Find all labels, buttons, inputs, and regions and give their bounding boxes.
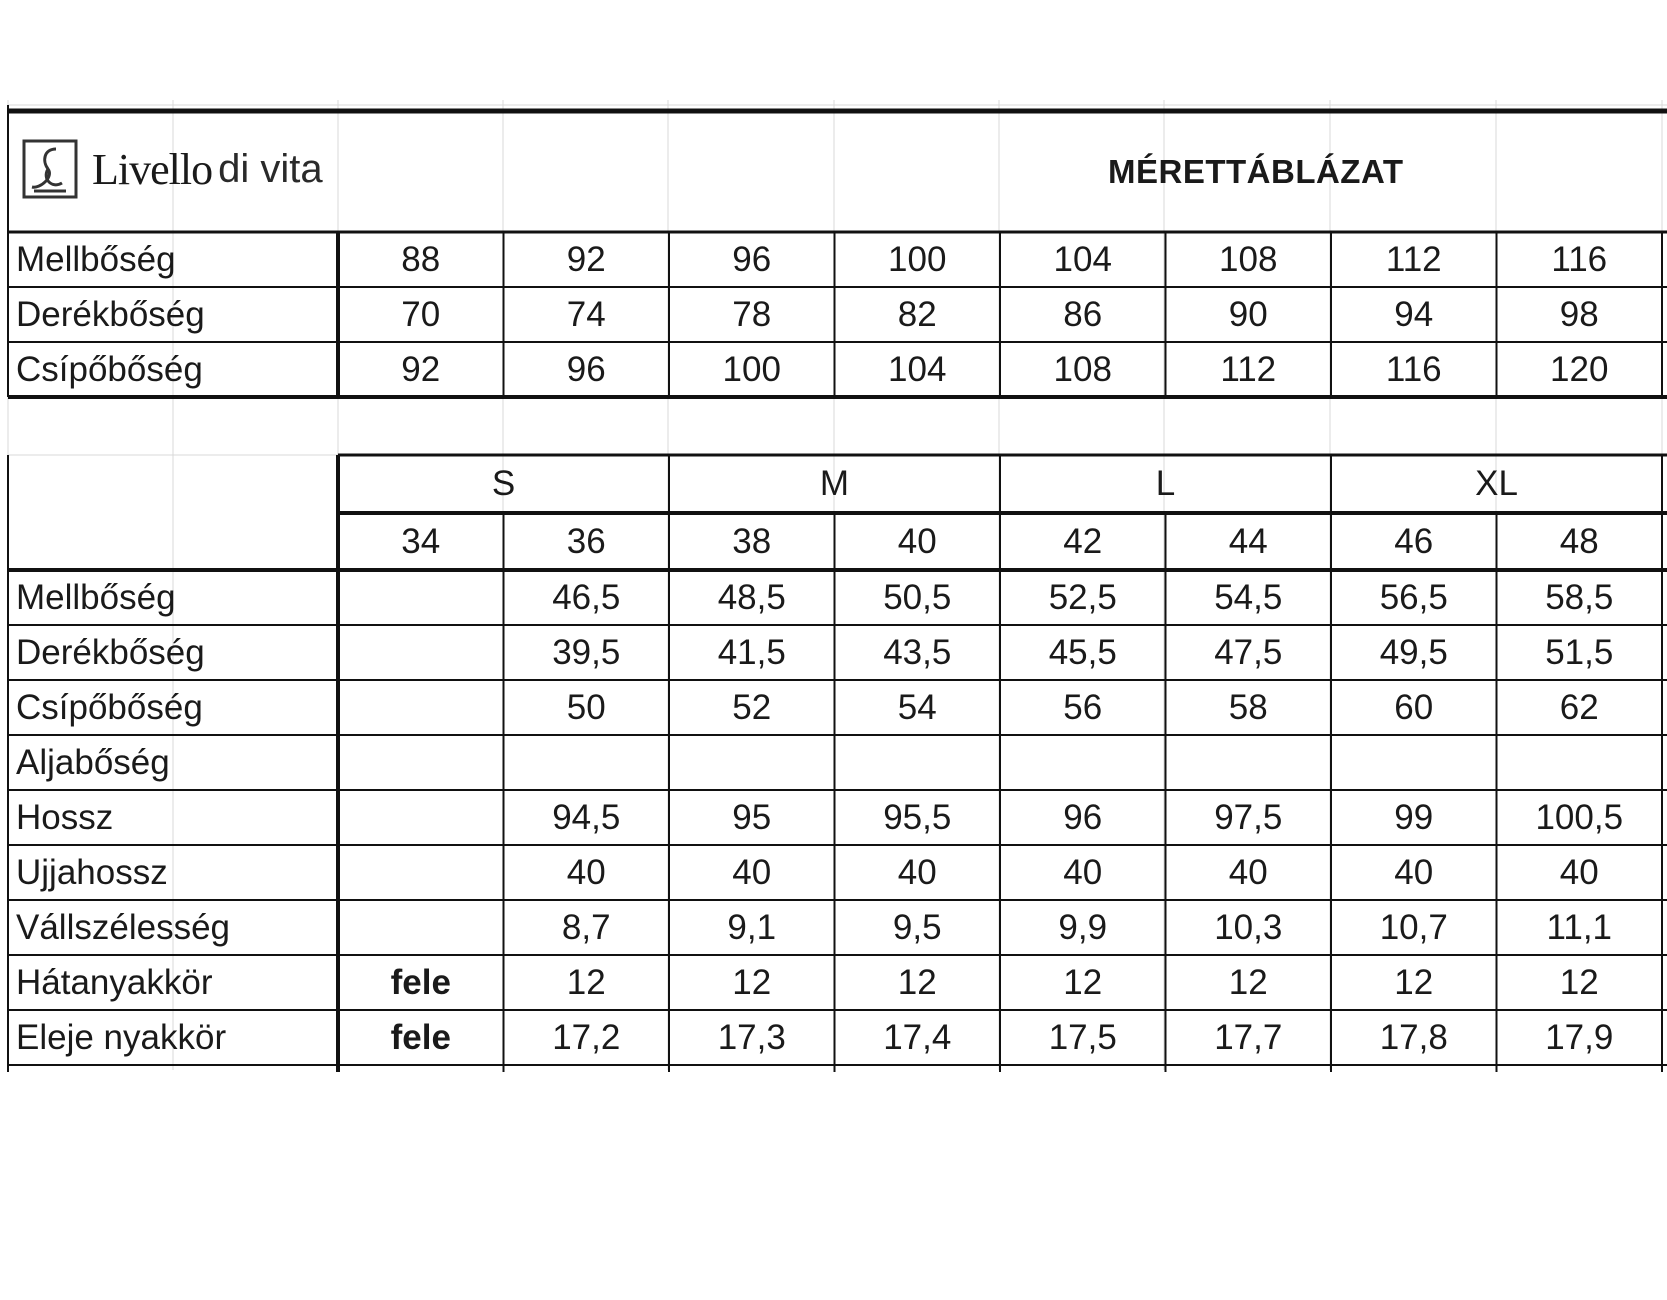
table-cell: 116 [1551, 239, 1608, 279]
table-cell: 8,7 [561, 907, 611, 947]
row-note [338, 625, 504, 680]
table-cell [504, 735, 670, 790]
table-cell: 52 [732, 687, 772, 727]
table-cell: 40 [1228, 852, 1268, 892]
table-cell: 47,5 [1214, 632, 1283, 672]
table-cell: 92 [401, 349, 441, 389]
table-cell: 51,5 [1545, 632, 1614, 672]
table-cell [669, 735, 835, 790]
table-cell: 9,5 [892, 907, 942, 947]
table-cell: 96 [566, 349, 606, 389]
table-cell: 12 [1394, 962, 1434, 1002]
table-cell: 41,5 [717, 632, 786, 672]
size-header: 34 [401, 521, 441, 561]
size-header: 44 [1228, 521, 1268, 561]
table-cell: 95,5 [883, 797, 952, 837]
table-cell: 40 [1394, 852, 1434, 892]
size-header: 36 [566, 521, 606, 561]
size-header: 40 [897, 521, 937, 561]
table-cell: 56 [1063, 687, 1103, 727]
row-label: Derékbőség [16, 294, 205, 334]
table-cell: 17,9 [1545, 1017, 1614, 1057]
row-label: Csípőbőség [16, 349, 203, 389]
row-label: Mellbőség [16, 239, 176, 279]
table-cell: 96 [732, 239, 772, 279]
row-label: Vállszélesség [16, 907, 230, 947]
table-cell [1497, 735, 1663, 790]
table-cell: 97,5 [1214, 797, 1283, 837]
table-cell: 17,8 [1379, 1017, 1448, 1057]
table-cell: 12 [897, 962, 937, 1002]
table-cell: 74 [566, 294, 606, 334]
table-cell: 112 [1385, 239, 1442, 279]
table-cell: 116 [1385, 349, 1442, 389]
table-cell: 9,9 [1058, 907, 1108, 947]
size-header: 46 [1394, 521, 1434, 561]
table-cell: 17,4 [883, 1017, 952, 1057]
table-cell: 10,7 [1379, 907, 1448, 947]
row-note: fele [390, 962, 451, 1002]
logo-monogram-icon [22, 139, 78, 199]
table-cell: 58,5 [1545, 577, 1614, 617]
table-cell: 12 [732, 962, 772, 1002]
brand-logo [22, 137, 323, 201]
row-label: Csípőbőség [16, 687, 203, 727]
row-note: fele [390, 1017, 451, 1057]
table-cell: 50 [566, 687, 606, 727]
table-cell: 39,5 [552, 632, 621, 672]
row-note [338, 680, 504, 735]
table-cell: 12 [1559, 962, 1599, 1002]
table-cell: 82 [897, 294, 937, 334]
table-cell: 17,2 [552, 1017, 621, 1057]
table-cell: 108 [1219, 239, 1278, 279]
table-cell: 104 [1053, 239, 1112, 279]
table-cell: 40 [566, 852, 606, 892]
row-label: Mellbőség [16, 577, 176, 617]
table-cell: 11,1 [1546, 907, 1613, 947]
table-cell: 98 [1559, 294, 1599, 334]
table-cell: 94 [1394, 294, 1434, 334]
row-label: Hátanyakkör [16, 962, 213, 1002]
table-cell: 95 [732, 797, 772, 837]
size-header: 48 [1559, 521, 1599, 561]
table-cell: 96 [1063, 797, 1103, 837]
table-cell: 100,5 [1535, 797, 1624, 837]
table-cell: 52,5 [1048, 577, 1117, 617]
size-header: 38 [732, 521, 772, 561]
table-cell: 17,7 [1214, 1017, 1283, 1057]
table-cell [1000, 735, 1166, 790]
table-cell: 9,1 [727, 907, 777, 947]
page-title: MÉRETTÁBLÁZAT [1108, 153, 1404, 190]
table-cell: 78 [732, 294, 772, 334]
row-note [338, 735, 504, 790]
table-cell: 99 [1394, 797, 1434, 837]
row-note [338, 790, 504, 845]
table-cell: 17,3 [717, 1017, 786, 1057]
table-cell: 12 [1063, 962, 1103, 1002]
table-cell [835, 735, 1001, 790]
table-cell: 86 [1063, 294, 1103, 334]
table-cell: 56,5 [1379, 577, 1448, 617]
table-cell [1331, 735, 1497, 790]
table-cell: 92 [566, 239, 606, 279]
row-label: Aljabőség [16, 742, 170, 782]
table-cell: 88 [401, 239, 441, 279]
table-cell: 46,5 [552, 577, 621, 617]
table-cell: 54,5 [1214, 577, 1283, 617]
table-cell: 43,5 [883, 632, 952, 672]
row-label: Hossz [16, 797, 114, 837]
table-cell: 90 [1228, 294, 1268, 334]
table-cell: 48,5 [717, 577, 786, 617]
table-cell: 50,5 [883, 577, 952, 617]
table-cell: 49,5 [1379, 632, 1448, 672]
table-cell: 12 [1228, 962, 1268, 1002]
size-group-header: L [1155, 464, 1176, 503]
row-note [338, 845, 504, 900]
table-cell: 17,5 [1048, 1017, 1117, 1057]
table-cell: 40 [897, 852, 937, 892]
table-cell: 120 [1550, 349, 1609, 389]
size-group-header: M [819, 464, 850, 503]
row-note [338, 570, 504, 625]
logo-sub-text: di vita [218, 146, 323, 191]
table-cell: 40 [732, 852, 772, 892]
size-header: 42 [1063, 521, 1103, 561]
size-group-header: S [491, 464, 516, 503]
row-label: Derékbőség [16, 632, 205, 672]
row-label: Ujjahossz [16, 852, 168, 892]
table-cell: 104 [888, 349, 947, 389]
table-cell: 70 [401, 294, 441, 334]
table-cell: 12 [566, 962, 606, 1002]
table-cell: 100 [722, 349, 781, 389]
table-cell: 62 [1559, 687, 1599, 727]
table-cell: 94,5 [552, 797, 621, 837]
size-group-header: XL [1475, 464, 1518, 503]
table-cell: 112 [1220, 349, 1277, 389]
table-cell: 60 [1394, 687, 1434, 727]
row-note [338, 900, 504, 955]
table-cell [1166, 735, 1332, 790]
row-label: Eleje nyakkör [16, 1017, 227, 1057]
table-cell: 10,3 [1214, 907, 1283, 947]
table-cell: 58 [1228, 687, 1268, 727]
table-cell: 100 [888, 239, 947, 279]
table-cell: 40 [1559, 852, 1599, 892]
table-cell: 45,5 [1048, 632, 1117, 672]
table-cell: 40 [1063, 852, 1103, 892]
logo-brand-text: Livello [92, 144, 213, 194]
table-cell: 54 [897, 687, 937, 727]
table-cell: 108 [1053, 349, 1112, 389]
